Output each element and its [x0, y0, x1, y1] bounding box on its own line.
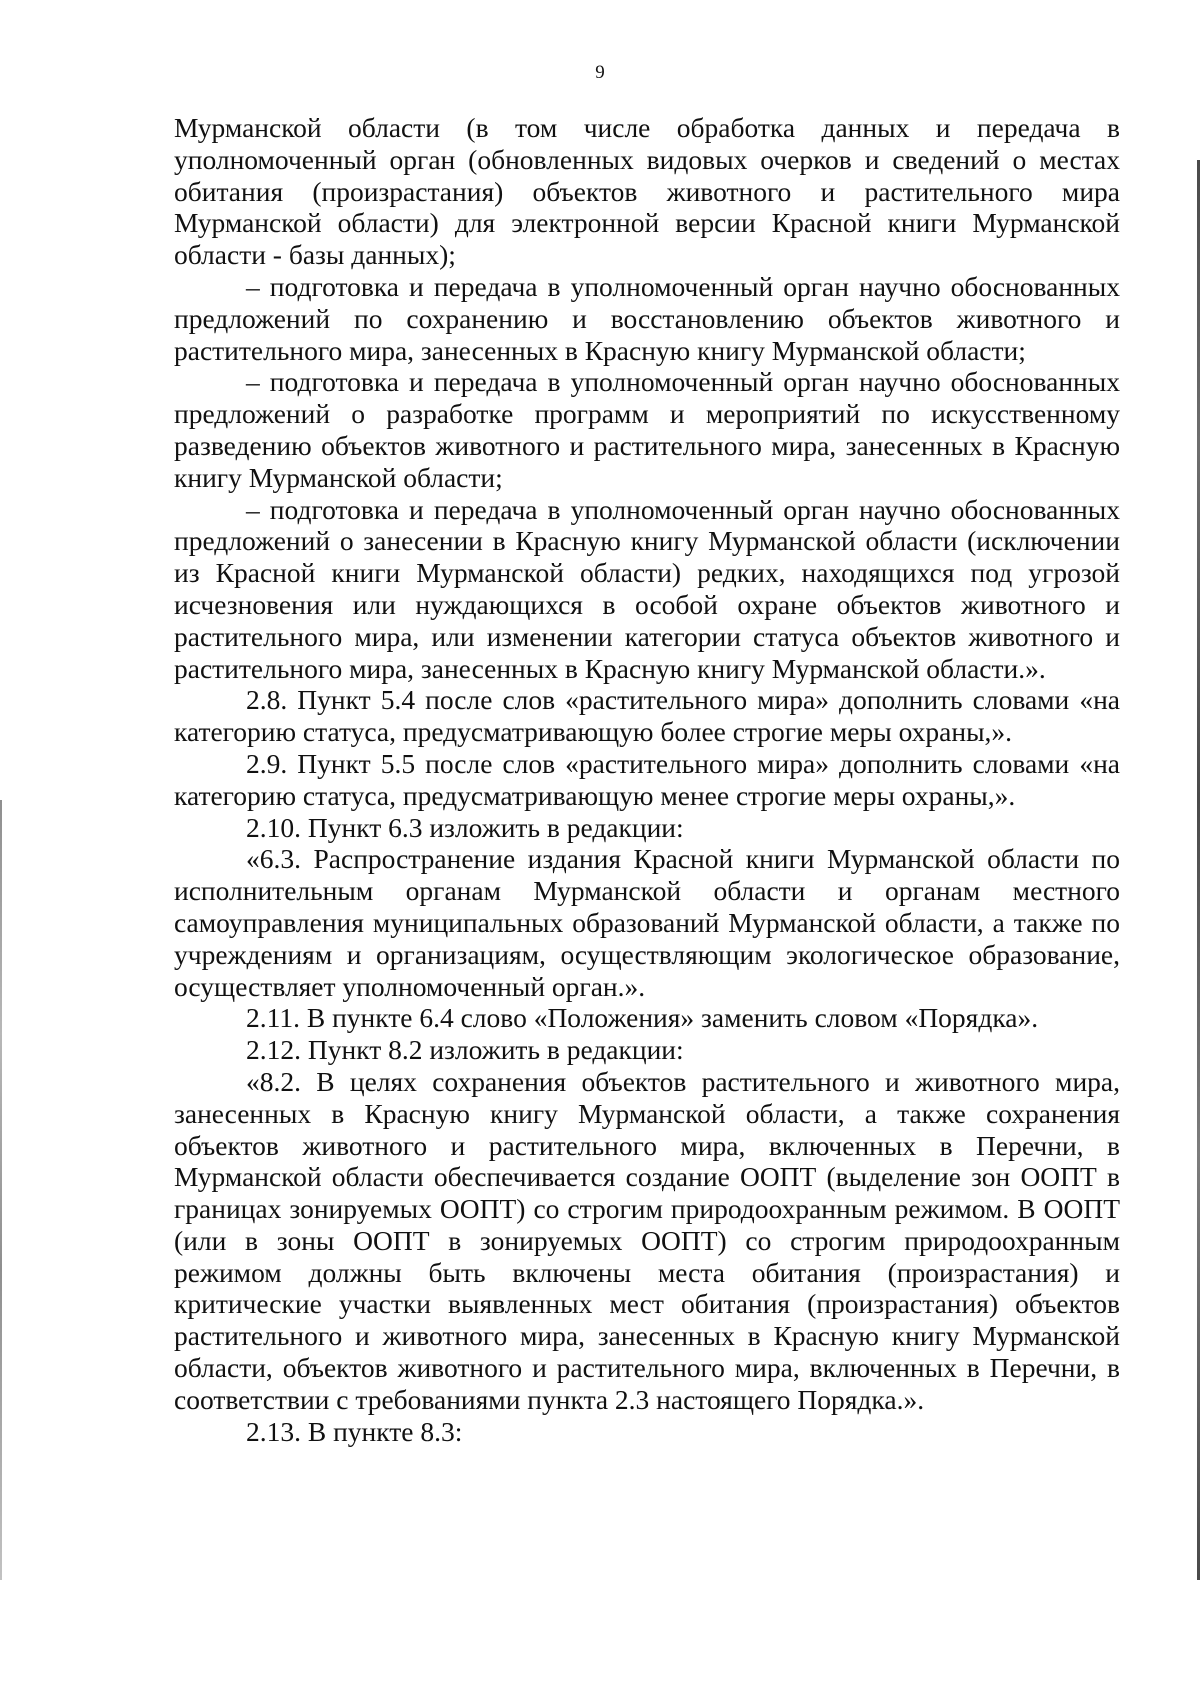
- paragraph: «8.2. В целях сохранения объектов растительного и животного мира, занесенных в Красную книгу Мурманской области, а также сохранения объектов животного и растительного мира, включенных в Перечни, в Мурманской области обеспечивается создание ООПТ (выделение зон ООПТ в границах зонируемых ООПТ) со строгим природоохранным режимом. В ООПТ (или в зоны ООПТ в зонируемых ООПТ) со строгим природоохранным режимом должны быть включены места обитания (произрастания) и критические участки выявленных мест обитания (произрастания) объектов растительного и животного мира, занесенных в Красную книгу Мурманской области, объектов животного и растительного мира, включенных в Перечни, в соответствии с требованиями пункта 2.3 настоящего Порядка.».: [174, 1065, 1120, 1415]
- page-number: 9: [595, 62, 605, 83]
- paragraph: «6.3. Распространение издания Красной книги Мурманской области по исполнительным органам Мурманской области и органам местного самоуправления муниципальных образований Мурманской области, а также по учреждениям и организациям, осуществляющим экологическое образование, осуществляет уполномоченный орган.».: [174, 843, 1120, 1002]
- list-item: – подготовка и передача в уполномоченный орган научно обоснованных предложений о разработке программ и мероприятий по искусственному разведению объектов животного и растительного мира, занесенных в Красную книгу Мурманской области;: [174, 366, 1120, 493]
- paragraph: Мурманской области (в том числе обработка данных и передача в уполномоченный орган (обновленных видовых очерков и сведений о местах обитания (произрастания) объектов животного и растительного мира Мурманской области) для электронной версии Красной книги Мурманской области - базы данных);: [174, 112, 1120, 271]
- paragraph: 2.12. Пункт 8.2 изложить в редакции:: [246, 1034, 684, 1066]
- scan-edge-artifact: [0, 800, 2, 1580]
- document-body: [174, 112, 1120, 1447]
- list-item: – подготовка и передача в уполномоченный орган научно обоснованных предложений о занесении в Красную книгу Мурманской области (исключении из Красной книги Мурманской области) редких, находящихся под угрозой исчезновения или нуждающихся в особой охране объектов животного и растительного мира, или изменении категории статуса объектов животного и растительного мира, занесенных в Красную книгу Мурманской области.».: [174, 493, 1120, 684]
- list-item: – подготовка и передача в уполномоченный орган научно обоснованных предложений по сохранению и восстановлению объектов животного и растительного мира, занесенных в Красную книгу Мурманской области;: [174, 270, 1120, 366]
- paragraph: 2.8. Пункт 5.4 после слов «растительного мира» дополнить словами «на категорию статуса, предусматривающую более строгие меры охраны,».: [174, 684, 1120, 748]
- paragraph: 2.13. В пункте 8.3:: [246, 1415, 463, 1447]
- paragraph: 2.11. В пункте 6.4 слово «Положения» заменить словом «Порядка».: [246, 1002, 1039, 1034]
- paragraph: 2.10. Пункт 6.3 изложить в редакции:: [246, 811, 684, 843]
- paragraph: 2.9. Пункт 5.5 после слов «растительного мира» дополнить словами «на категорию статуса, предусматривающую менее строгие меры охраны,».: [174, 747, 1120, 811]
